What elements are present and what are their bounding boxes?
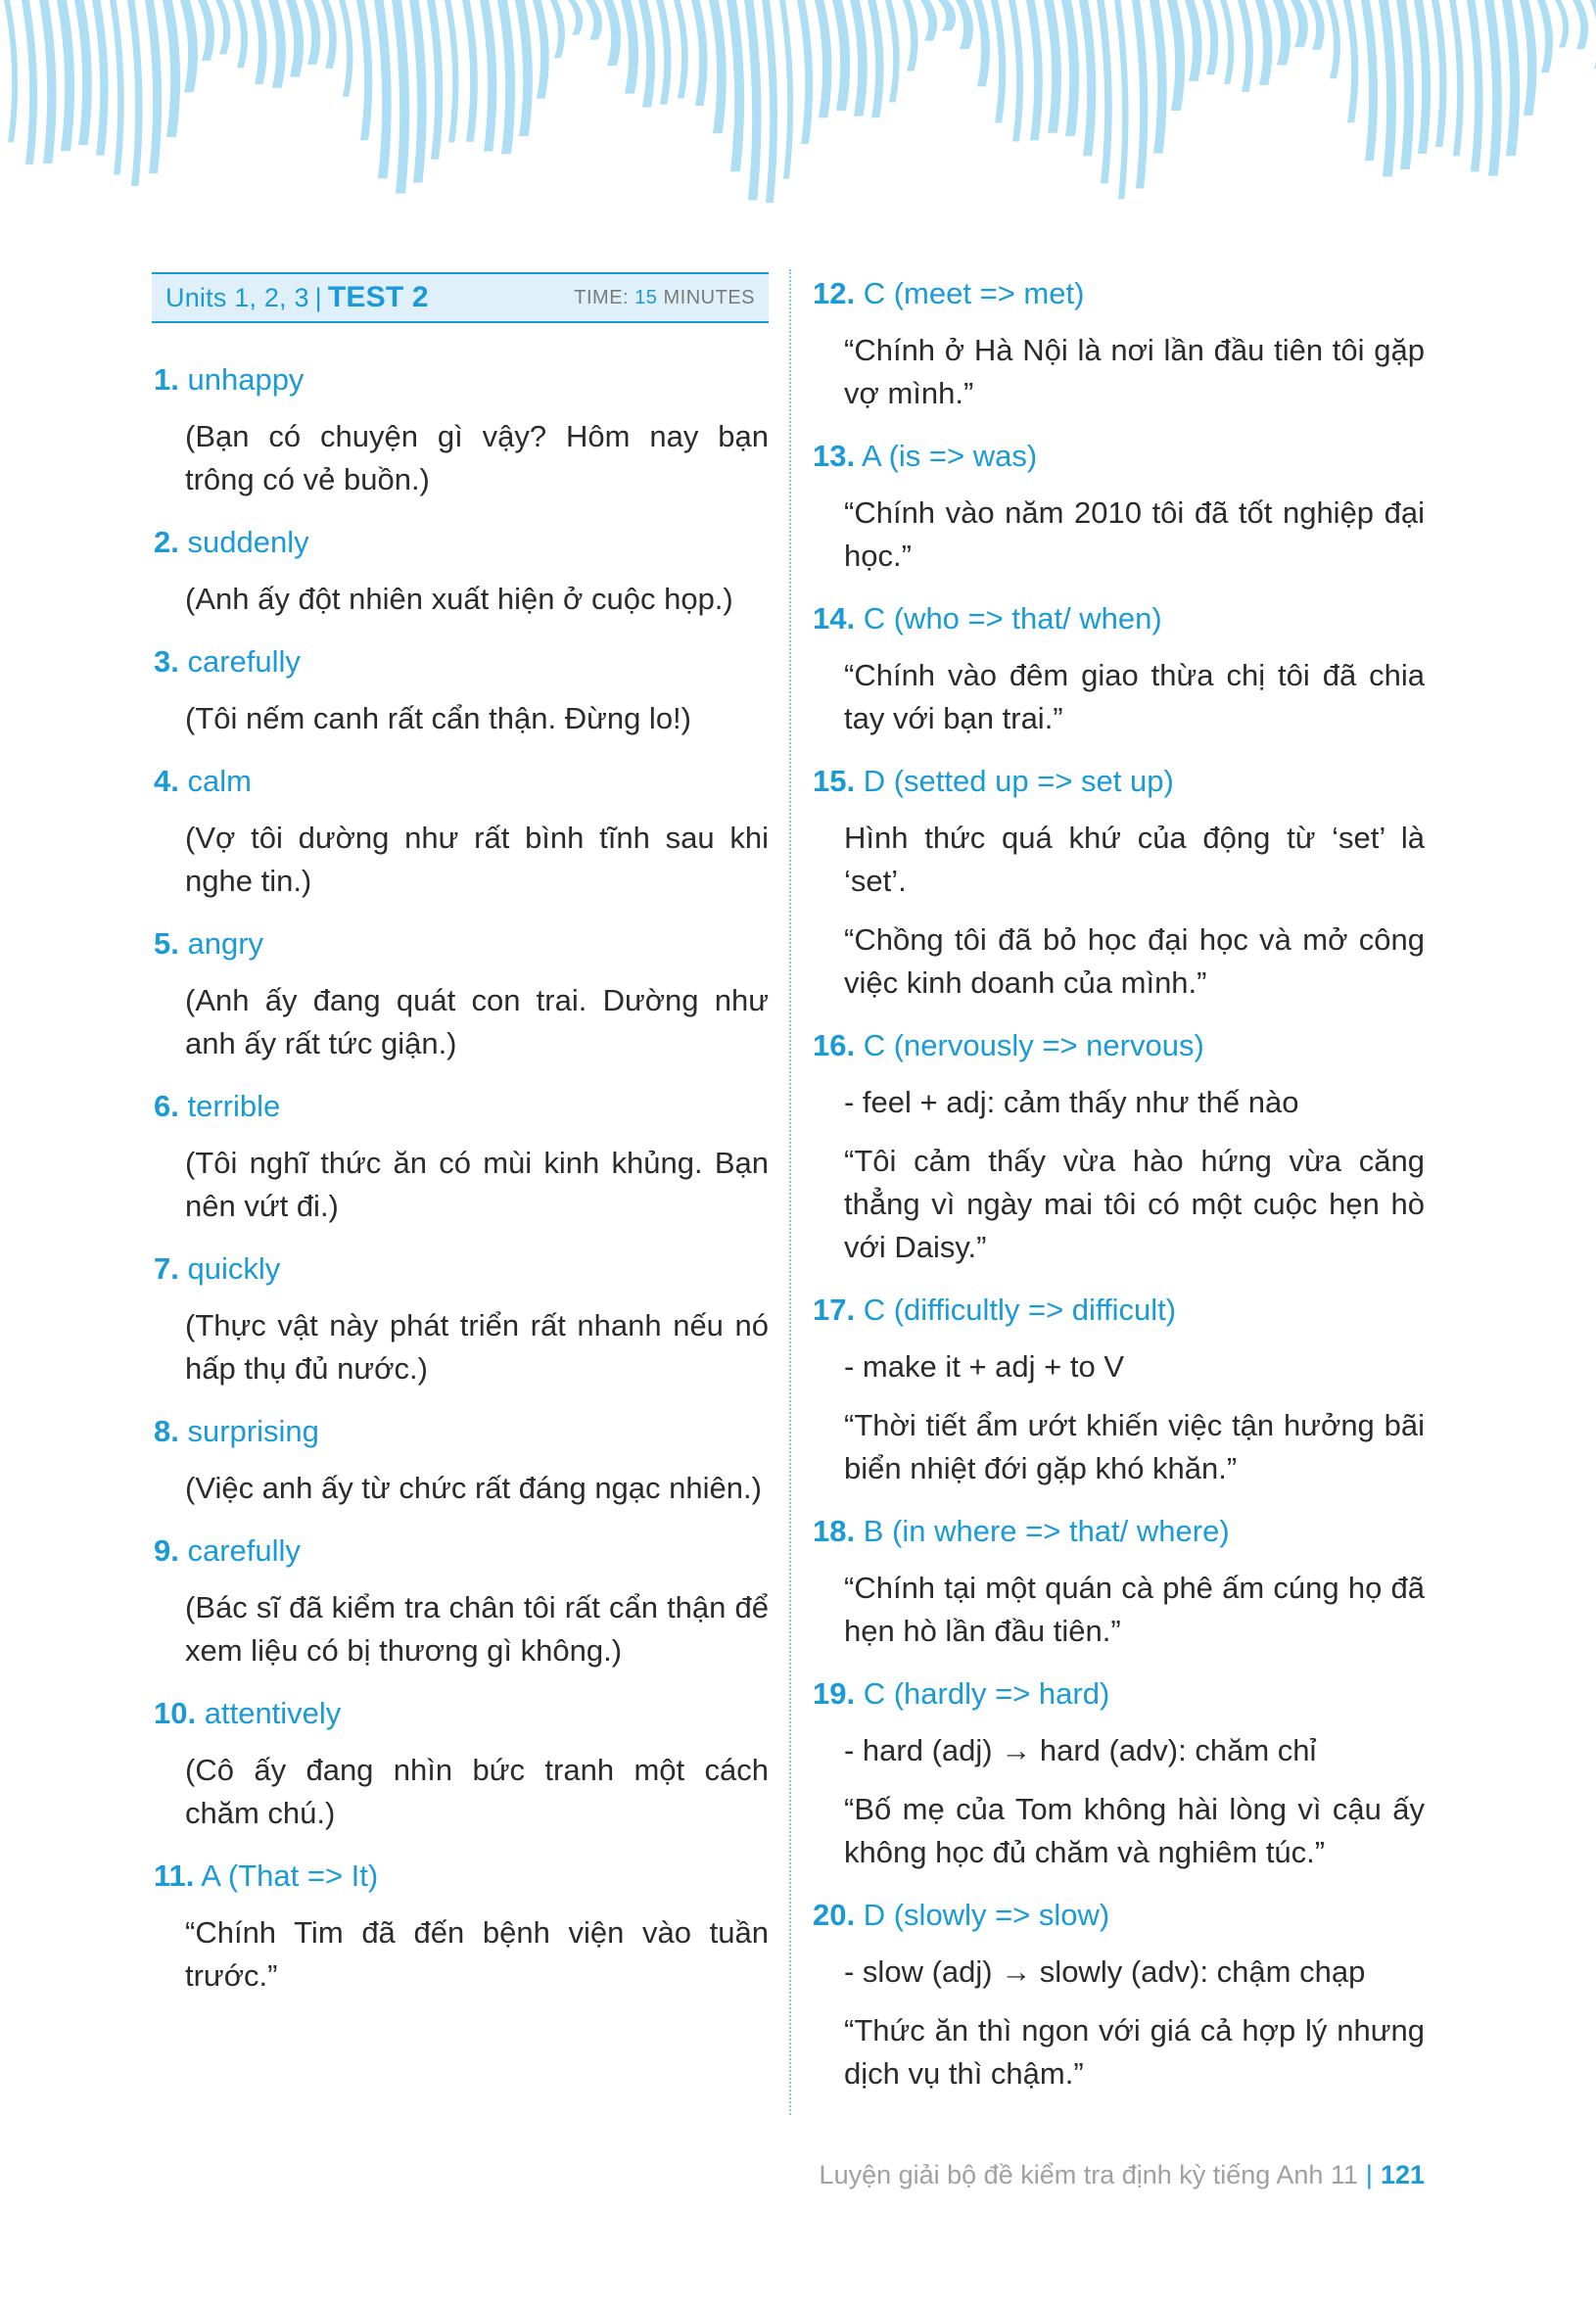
stripe xyxy=(1167,0,1185,111)
answer-text: C (difficultly => difficult) xyxy=(863,1293,1177,1327)
answer-text: B (in where => that/ where) xyxy=(863,1514,1230,1548)
item-number: 18. xyxy=(813,1514,856,1548)
stripe xyxy=(1484,0,1502,176)
zebra-stripe-banner xyxy=(0,0,1596,225)
stripe xyxy=(1379,0,1396,176)
answer-line xyxy=(813,760,1425,803)
answer-text: quickly xyxy=(187,1251,281,1286)
stripe xyxy=(1502,0,1520,156)
stripe xyxy=(286,0,304,77)
stripe xyxy=(956,0,973,49)
stripe xyxy=(445,0,458,142)
right-column xyxy=(813,272,1425,2115)
stripe xyxy=(1537,0,1553,72)
answer-list-left xyxy=(152,358,769,1998)
answer-line xyxy=(154,760,769,803)
item-number: 15. xyxy=(813,764,856,798)
test-title xyxy=(165,281,429,314)
stripe xyxy=(1573,0,1588,49)
stripe xyxy=(1396,0,1414,169)
stripe xyxy=(1590,0,1596,69)
answer-text: C (meet => met) xyxy=(863,276,1085,310)
answer-line xyxy=(813,597,1425,640)
answer-item xyxy=(813,760,1425,1005)
explanation-text: “Thức ăn thì ngon với giá cả hợp lý nhưng dịch vụ thì chậm.” xyxy=(844,2013,1425,2091)
stripe xyxy=(1132,0,1148,189)
stripe xyxy=(1114,0,1129,199)
answer-text: C (nervously => nervous) xyxy=(863,1028,1204,1062)
stripe xyxy=(674,0,688,98)
answer-text: attentively xyxy=(204,1696,342,1730)
stripe xyxy=(110,0,124,175)
stripe xyxy=(1185,0,1202,81)
answer-line xyxy=(154,1855,769,1898)
stripe xyxy=(920,0,937,41)
stripe xyxy=(586,0,602,40)
stripe xyxy=(779,0,793,179)
explanation-text: “Bố mẹ của Tom không hài lòng vì cậu ấy không học đủ chăm và nghiêm túc.” xyxy=(844,1792,1425,1869)
stripe xyxy=(22,0,37,165)
stripe xyxy=(903,0,918,71)
stripe xyxy=(1150,0,1167,154)
explanation-text: (Bạn có chuyện gì vậy? Hôm nay bạn trông có vẻ buồn.) xyxy=(185,419,769,496)
item-number: 19. xyxy=(813,1676,856,1711)
answer-item xyxy=(813,1289,1425,1490)
item-number: 12. xyxy=(813,276,856,310)
stripe xyxy=(1449,0,1464,156)
answer-item xyxy=(152,521,769,621)
explanation-text: “Tôi cảm thấy vừa hào hứng vừa căng thẳng vì ngày mai tôi có một cuộc hẹn hò với Daisy.” xyxy=(844,1144,1425,1264)
answer-line xyxy=(813,1024,1425,1067)
stripe xyxy=(1343,0,1358,122)
stripe xyxy=(868,0,884,118)
explanation-text: (Cô ấy đang nhìn bức tranh một cách chăm chú.) xyxy=(185,1753,769,1830)
stripe xyxy=(145,0,162,173)
item-number: 10. xyxy=(154,1696,197,1730)
stripe xyxy=(1467,0,1483,171)
stripe xyxy=(1009,0,1023,141)
stripe xyxy=(885,0,900,102)
stripe xyxy=(92,0,109,156)
stripe xyxy=(409,0,427,183)
stripe xyxy=(427,0,443,160)
answer-item xyxy=(152,922,769,1065)
test-label: TEST 2 xyxy=(327,281,429,313)
answer-line xyxy=(154,1410,769,1453)
stripe xyxy=(1555,0,1569,48)
answer-item xyxy=(152,1410,769,1510)
stripe xyxy=(480,0,496,152)
footer-separator: | xyxy=(1365,2160,1373,2189)
stripe xyxy=(1414,0,1431,154)
stripe xyxy=(815,0,832,118)
answer-text: C (who => that/ when) xyxy=(863,601,1162,635)
stripe xyxy=(1308,0,1325,50)
stripe xyxy=(709,0,727,133)
explanation-text: “Chính Tim đã đến bệnh viện vào tuần trước.” xyxy=(185,1915,769,1993)
answer-line xyxy=(154,922,769,965)
stripe xyxy=(1255,0,1272,85)
answer-item xyxy=(152,1247,769,1390)
stripe xyxy=(850,0,868,117)
stripe xyxy=(251,0,267,84)
page-number: 121 xyxy=(1380,2160,1425,2189)
answer-line xyxy=(813,272,1425,315)
answer-line xyxy=(813,1894,1425,1937)
answer-item xyxy=(813,1024,1425,1269)
item-number: 16. xyxy=(813,1028,856,1062)
stripe xyxy=(1291,0,1308,47)
answer-item xyxy=(813,272,1425,415)
time-unit: MINUTES xyxy=(663,286,755,308)
answer-line xyxy=(154,1529,769,1573)
item-number: 9. xyxy=(154,1533,179,1568)
stripe xyxy=(938,0,956,30)
stripe xyxy=(762,0,777,203)
answer-line xyxy=(154,521,769,564)
stripe xyxy=(832,0,850,111)
stripe xyxy=(392,0,409,194)
item-number: 7. xyxy=(154,1251,179,1286)
stripe xyxy=(1273,0,1291,65)
stripe xyxy=(304,0,320,65)
answer-line xyxy=(813,435,1425,478)
explanation-text: (Anh ấy đột nhiên xuất hiện ở cuộc họp.) xyxy=(185,582,733,616)
answer-item xyxy=(152,760,769,903)
stripe xyxy=(321,0,337,69)
answer-item xyxy=(152,358,769,501)
item-number: 14. xyxy=(813,601,856,635)
answer-line xyxy=(154,1247,769,1291)
answer-item xyxy=(152,1855,769,1998)
time-label: TIME: xyxy=(574,286,630,308)
stripe xyxy=(797,0,813,144)
stripe xyxy=(215,0,230,54)
item-number: 5. xyxy=(154,926,179,961)
stripe xyxy=(727,0,744,171)
answer-line xyxy=(813,1672,1425,1716)
stripe xyxy=(198,0,214,61)
item-number: 11. xyxy=(154,1859,195,1893)
answer-text: carefully xyxy=(187,644,301,679)
stripe xyxy=(638,0,655,107)
item-number: 17. xyxy=(813,1293,856,1327)
explanation-text: “Chính ở Hà Nội là nơi lần đầu tiên tôi gặp vợ mình.” xyxy=(844,333,1425,410)
explanation-text: (Tôi nếm canh rất cẩn thận. Đừng lo!) xyxy=(185,701,691,735)
units-label: Units 1, 2, 3 xyxy=(165,283,309,312)
answer-text: suddenly xyxy=(187,525,309,559)
answer-text: A (is => was) xyxy=(862,439,1038,473)
left-column xyxy=(152,272,769,2017)
explanation-text: Hình thức quá khứ của động từ ‘set’ là ‘set’. xyxy=(844,821,1425,898)
explanation-text: “Thời tiết ẩm ướt khiến việc tận hưởng bãi biển nhiệt đới gặp khó khăn.” xyxy=(844,1408,1425,1485)
stripe xyxy=(568,0,583,35)
stripe xyxy=(1361,0,1378,161)
item-number: 1. xyxy=(154,362,179,397)
stripe xyxy=(1432,0,1447,147)
answer-list-right xyxy=(813,272,1425,2095)
explanation-text: - make it + adj + to V xyxy=(844,1349,1125,1384)
stripe xyxy=(356,0,372,140)
stripe xyxy=(1079,0,1096,156)
stripe xyxy=(1044,0,1061,133)
answer-item xyxy=(813,1510,1425,1653)
item-number: 8. xyxy=(154,1414,179,1448)
answer-text: D (slowly => slow) xyxy=(863,1898,1110,1932)
time-info xyxy=(574,287,755,309)
stripe xyxy=(127,0,143,186)
stripe xyxy=(268,0,286,88)
explanation-text: (Thực vật này phát triển rất nhanh nếu nó hấp thụ đủ nước.) xyxy=(185,1308,769,1386)
stripe xyxy=(621,0,638,94)
book-title: Luyện giải bộ đề kiểm tra định kỳ tiếng Anh 11 xyxy=(819,2160,1358,2189)
item-number: 13. xyxy=(813,439,856,473)
answer-item xyxy=(813,1672,1425,1874)
answer-line xyxy=(154,1692,769,1735)
stripe xyxy=(339,0,352,97)
answer-text: carefully xyxy=(187,1533,301,1568)
stripe xyxy=(533,0,549,99)
stripe xyxy=(374,0,392,178)
stripe xyxy=(4,0,18,142)
item-number: 20. xyxy=(813,1898,856,1932)
answer-text: unhappy xyxy=(187,362,305,397)
answer-line xyxy=(154,640,769,683)
explanation-text: (Việc anh ấy từ chức rất đáng ngạc nhiên.) xyxy=(185,1471,762,1505)
explanation-text: - hard (adj) → hard (adv): chăm chỉ xyxy=(844,1733,1317,1767)
column-divider xyxy=(789,269,791,2115)
explanation-text: - slow (adj) → slowly (adv): chậm chạp xyxy=(844,1954,1366,1989)
answer-text: D (setted up => set up) xyxy=(863,764,1174,798)
stripe xyxy=(462,0,478,142)
answer-line xyxy=(813,1289,1425,1332)
explanation-text: (Vợ tôi dường như rất bình tĩnh sau khi nghe tin.) xyxy=(185,821,769,898)
answer-item xyxy=(152,1529,769,1672)
stripe xyxy=(39,0,57,164)
answer-line xyxy=(154,1085,769,1128)
page-footer xyxy=(820,2160,1425,2190)
item-number: 2. xyxy=(154,525,179,559)
explanation-text: - feel + adj: cảm thấy như thế nào xyxy=(844,1085,1299,1119)
explanation-text: (Anh ấy đang quát con trai. Dường như anh ấy rất tức giận.) xyxy=(185,983,769,1060)
stripe xyxy=(74,0,92,145)
stripe xyxy=(973,0,990,86)
answer-item xyxy=(152,1692,769,1835)
stripe xyxy=(180,0,198,92)
stripe xyxy=(744,0,762,200)
explanation-text: “Chồng tôi đã bỏ học đại học và mở công việc kinh doanh của mình.” xyxy=(844,922,1425,1000)
answer-item xyxy=(813,1894,1425,2095)
stripe xyxy=(1061,0,1079,136)
answer-text: angry xyxy=(187,926,264,961)
stripe xyxy=(1520,0,1536,116)
stripe xyxy=(1220,0,1234,84)
answer-item xyxy=(813,435,1425,578)
answer-item xyxy=(152,640,769,740)
stripe xyxy=(1238,0,1253,92)
item-number: 6. xyxy=(154,1089,179,1123)
stripe xyxy=(1326,0,1340,78)
explanation-text: (Tôi nghĩ thức ăn có mùi kinh khủng. Bạn nên vứt đi.) xyxy=(185,1146,769,1223)
stripe xyxy=(515,0,533,136)
explanation-text: “Chính vào năm 2010 tôi đã tốt nghiệp đại học.” xyxy=(844,495,1425,573)
answer-text: terrible xyxy=(187,1089,281,1123)
stripe xyxy=(57,0,74,151)
stripe xyxy=(497,0,515,154)
stripe xyxy=(603,0,621,66)
explanation-text: “Chính vào đêm giao thừa chị tôi đã chia tay với bạn trai.” xyxy=(844,658,1425,735)
test-header xyxy=(152,272,769,323)
answer-item xyxy=(152,1085,769,1228)
stripe xyxy=(691,0,708,106)
answer-text: C (hardly => hard) xyxy=(863,1676,1110,1711)
stripe xyxy=(1026,0,1043,140)
time-value: 15 xyxy=(634,286,658,308)
explanation-text: “Chính tại một quán cà phê ấm cúng họ đã hẹn hò lần đầu tiên.” xyxy=(844,1571,1425,1648)
item-number: 3. xyxy=(154,644,179,679)
answer-line xyxy=(154,358,769,401)
answer-text: surprising xyxy=(187,1414,319,1448)
answer-line xyxy=(813,1510,1425,1553)
item-number: 4. xyxy=(154,764,179,798)
answer-text: A (That => It) xyxy=(201,1859,379,1893)
stripe xyxy=(991,0,1006,123)
answer-text: calm xyxy=(187,764,252,798)
stripe xyxy=(550,0,565,58)
explanation-text: (Bác sĩ đã kiểm tra chân tôi rất cẩn thận để xem liệu có bị thương gì không.) xyxy=(185,1590,769,1668)
stripe xyxy=(1202,0,1218,74)
stripe xyxy=(163,0,180,137)
stripe xyxy=(1097,0,1112,183)
stripe xyxy=(233,0,248,68)
header-separator: | xyxy=(314,283,322,312)
answer-item xyxy=(813,597,1425,740)
stripe xyxy=(656,0,672,105)
